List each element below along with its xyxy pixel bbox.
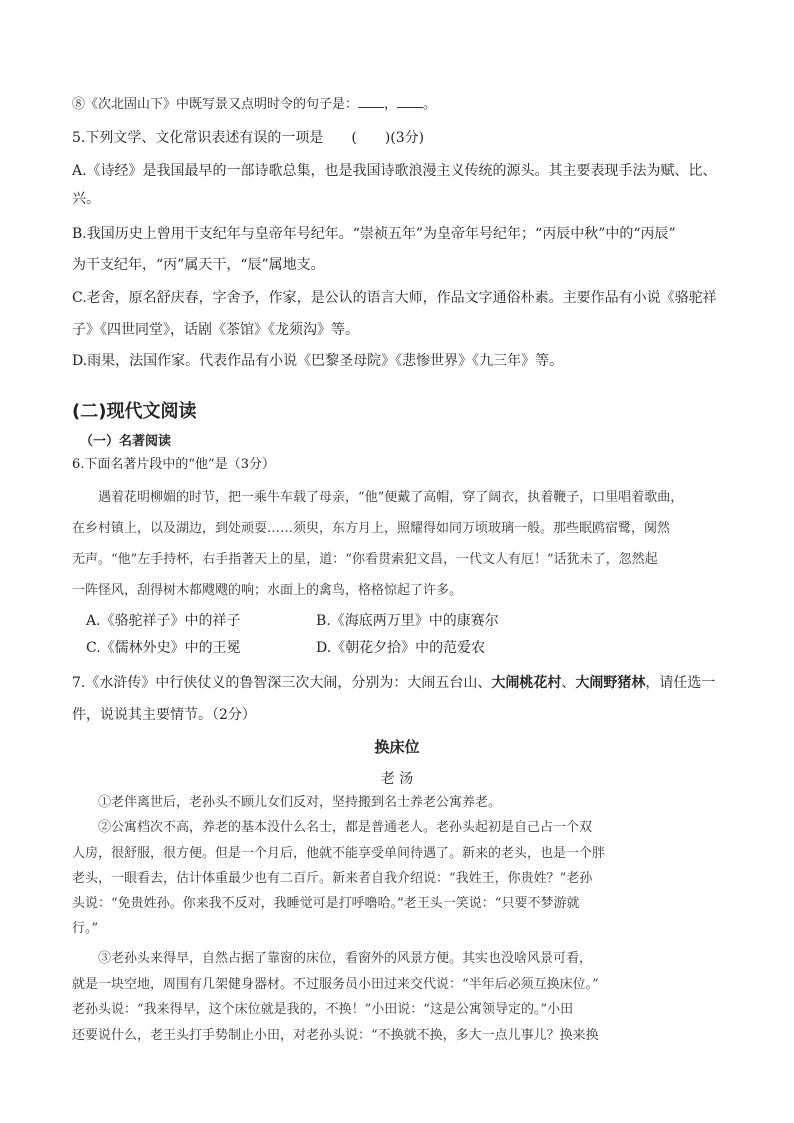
article-paragraph-3-line2: 就是一块空地，周围有几架健身器材。不过服务员小田过来交代说：“半年后必须互换床位。”: [72, 977, 599, 992]
poem-question-text: ⑧《次北固山下》中既写景又点明时令的句子是：: [72, 97, 359, 112]
article-paragraph-2-line2: 人房，很舒服，很方便。但是一个月后，他就不能享受单间待遇了。新来的老头，也是一个胖: [72, 846, 606, 861]
q5-option-d: D.雨果，法国作家。代表作品有小说《巴黎圣母院》《悲惨世界》《九三年》等。: [72, 353, 564, 369]
q7-stem-line1: 7.《水浒传》中行侠仗义的鲁智深三次大闹，分别为：大闹五台山、大闹桃花村、大闹野猪林，请任选一: [72, 675, 716, 691]
section-subheading: （一）名著阅读: [80, 434, 172, 449]
q6-passage-line1: 遇着花明柳媚的时节，把一乘牛车载了母亲，“他”便戴了高帽，穿了阔衣，执着鞭子，口里唱着歌曲，: [98, 490, 684, 505]
poem-period: 。: [423, 97, 437, 112]
q6-passage-line2: 在乡村镇上，以及湖边，到处顽耍……须臾，东方月上，照耀得如同万顷玻璃一般。那些眠鸥宿鹭，阒然: [72, 521, 671, 536]
article-paragraph-2-line1: ②公寓档次不高，养老的基本没什么名士，都是普通老人。老孙头起初是自己占一个双: [98, 820, 593, 835]
article-paragraph-3-line4: 还要说什么，老王头打手势制止小田，对老孙头说：“不换就不换，多大一点儿事儿？换来换: [72, 1028, 599, 1043]
q6-passage-line4: 一阵怪风，刮得树木都飕飕的响；水面上的禽鸟，格格惊起了许多。: [72, 583, 463, 598]
article-paragraph-2-line5: 行。”: [72, 921, 99, 936]
poem-comma: ，: [384, 97, 398, 112]
q7-stem-line2: 件，说说其主要情节。（2分）: [72, 707, 256, 723]
q5-stem: 5.下列文学、文化常识表述有误的一项是 ( )(3分): [72, 130, 425, 146]
q5-option-b-line2: 为干支纪年，“丙”属天干，“辰”属地支。: [72, 257, 325, 273]
article-title: 换床位: [374, 738, 420, 756]
q5-option-b-line1: B.我国历史上曾用干支纪年与皇帝年号纪年。“崇祯五年”为皇帝年号纪年；“丙辰中秋”中的“丙辰”: [72, 226, 676, 242]
article-paragraph-2-line3: 老头，一眼看去，估计体重最少也有二百斤。新来者自我介绍说：“我姓王，你贵姓？”老孙: [72, 871, 593, 886]
q6-stem: 6.下面名著片段中的“他”是（3分）: [72, 457, 275, 472]
q6-option-c: C.《儒林外史》中的王冕: [86, 640, 241, 656]
q6-option-b: B.《海底两万里》中的康赛尔: [316, 613, 499, 629]
article-author: 老 汤: [380, 771, 414, 787]
article-paragraph-1: ①老伴离世后，老孙头不顾儿女们反对，坚持搬到名士养老公寓养老。: [98, 795, 502, 810]
poem-question: [72, 95, 722, 115]
q7-emphasis-taohuacun: 大闹桃花村: [491, 675, 562, 691]
q5-option-a-line1: A.《诗经》是我国最早的一部诗歌总集，也是我国诗歌浪漫主义传统的源头。其主要表现手法为赋、比、: [72, 163, 717, 179]
q6-option-a: A.《骆驼祥子》中的祥子: [86, 613, 241, 629]
article-paragraph-3-line3: 老孙头说：“我来得早，这个床位就是我的，不换！”小田说：“这是公寓领导定的。”小田: [72, 1002, 574, 1017]
q7-emphasis-yezhulin: 大闹野猪林: [575, 675, 646, 691]
section-heading: (二)现代文阅读: [72, 401, 197, 422]
answer-blank-2[interactable]: [397, 95, 423, 108]
answer-blank-1[interactable]: [358, 95, 384, 108]
article-paragraph-2-line4: 头说：“免贵姓孙。你来我不反对，我睡觉可是打呼噜哈。”老王头一笑说：“只要不梦游就: [72, 896, 580, 911]
q6-option-d: D.《朝花夕拾》中的范爱农: [316, 640, 486, 656]
article-paragraph-3-line1: ③老孙头来得早，自然占据了靠窗的床位，看窗外的风景方便。其实也没啥风景可看，: [98, 951, 593, 966]
q5-option-c-line2: 子》《四世同堂》，话剧《茶馆》《龙须沟》等。: [72, 322, 359, 338]
q6-passage-line3: 无声。“他”左手持杯，右手指著天上的星，道：“你看贯索犯文昌，一代文人有厄！”话犹未了，忽然起: [72, 552, 658, 567]
q5-option-a-line2: 兴。: [72, 191, 100, 207]
q5-option-c-line1: C.老舍，原名舒庆春，字舍予，作家，是公认的语言大师，作品文字通俗朴素。主要作品有小说《骆驼祥: [72, 290, 717, 306]
